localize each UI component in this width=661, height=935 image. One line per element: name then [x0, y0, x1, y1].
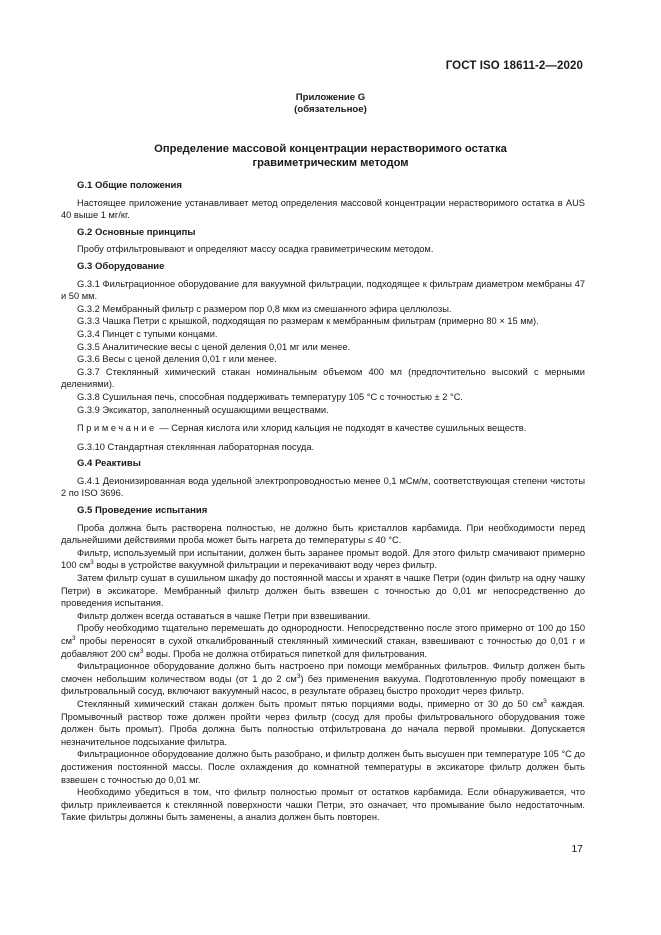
paragraph: Проба должна быть растворена полностью, не должно быть кристаллов карбамида. При необходимости перед дальнейшими действиями проба может быть нагрета до температуры ≤ 40 °С. [61, 522, 585, 546]
section-heading-g1: G.1 Общие положения [77, 180, 182, 191]
paragraph: Фильтр, используемый при испытании, должен быть заранее промыт водой. Для этого фильтр смачивают примерно 100 $см^3$ воды в устройстве вакуумной фильтрации и перекачивают воду через фильтр. [61, 547, 585, 571]
paragraph: Настоящее приложение устанавливает метод определения массовой концентрации нерастворимого остатка в AUS 40 выше 1 мг/кг. [61, 197, 585, 221]
equipment-item: G.3.10 Стандартная стеклянная лабораторная посуда. [77, 441, 315, 452]
annex-title-line1: Определение массовой концентрации нерастворимого остатка [154, 143, 507, 155]
section-heading-g4: G.4 Реактивы [77, 458, 141, 470]
standard-number: ГОСТ ISO 18611-2—2020 [445, 60, 583, 72]
annex-label: Приложение G [295, 92, 366, 103]
annex-status: (обязательное) [294, 104, 367, 115]
paragraph: Фильтрационное оборудование должно быть разобрано, и фильтр должен быть высушен при температуре 105 °С до достижения постоянной массы. После охлаждения до комнатной температуры в эксикаторе фильтр должен быть взвешен с точностью до 0,01 мг. [61, 749, 585, 785]
equipment-item: G.3.4 Пинцет с тупыми концами. [77, 328, 218, 339]
paragraph: G.4.1 Деионизированная вода удельной электропроводностью менее 0,1 мСм/м, соответствующая степени чистоты 2 по ISO 3696. [61, 475, 585, 499]
annex-title-line2: гравиметрическим методом [252, 157, 409, 169]
paragraph: Затем фильтр сушат в сушильном шкафу до постоянной массы и хранят в чашке Петри (один фильтр на одну чашку Петри) в эксикаторе. Мембранный фильтр должен быть взвешен с точностью до 0,01 мг непосредственно до проведения испытания. [61, 573, 585, 609]
paragraph: Необходимо убедиться в том, что фильтр полностью промыт от остатков карбамида. Если обнаруживается, что фильтр приклеивается к стеклянной поверхности чашки Петри, это означает, что промывание было недостаточным. Такие фильтры должны быть заменены, а анализ должен быть повторен. [61, 787, 585, 823]
equipment-item: G.3.9 Эксикатор, заполненный осушающими веществами. [77, 404, 329, 415]
section-heading-g3: G.3 Оборудование [77, 260, 165, 272]
page-number: 17 [571, 843, 583, 855]
equipment-item: G.3.8 Сушильная печь, способная поддерживать температуру 105 °С с точностью ± 2 °С. [77, 391, 464, 402]
note-dash: — [156, 423, 172, 434]
note-label: Примечание [77, 423, 157, 434]
paragraph: Пробу отфильтровывают и определяют массу осадка гравиметрическим методом. [77, 244, 434, 255]
note-text: Серная кислота или хлорид кальция не подходят в качестве сушильных веществ. [171, 423, 527, 434]
equipment-item: G.3.1 Фильтрационное оборудование для вакуумной фильтрации, подходящее к фильтрам диаметром мембраны 47 и 50 мм. [61, 278, 585, 302]
section-heading-g5: G.5 Проведение испытания [77, 505, 208, 517]
paragraph: Пробу необходимо тщательно перемешать до однородности. Непосредственно после этого примерно от 100 до 150 $см^3$ пробы переносят в сухой откалиброванный стеклянный химический стакан, взвешивают с точностью до 0,01 г и добавляют 200 $см^3$ воды. Проба не должна отбираться пипеткой для фильтрования. [61, 623, 585, 659]
paragraph: Фильтрационное оборудование должно быть настроено при помощи мембранных фильтров. Фильтр должен быть смочен небольшим количеством воды (от 1 до 2 $см^3$) без применения вакуума. Подготовленную пробу помещают в фильтровальный сосуд, включают вакуумный насос, в результате образец быстро проходит через фильтр. [61, 661, 585, 697]
equipment-item: G.3.5 Аналитические весы с ценой деления 0,01 мг или менее. [77, 341, 351, 352]
equipment-item: G.3.7 Стеклянный химический стакан номинальным объемом 400 мл (предпочтительно высокий с мерными делениями). [61, 366, 585, 390]
equipment-item: G.3.6 Весы с ценой деления 0,01 г или менее. [77, 354, 277, 365]
paragraph: Стеклянный химический стакан должен быть промыт пятью порциями воды, примерно от 30 до 50 $см^3$ каждая. Промывочный раствор тоже должен пройти через фильтр (сосуд для пробы фильтровального оборудования тоже должен быть промыт). Проба должна быть полностью отфильтрована до начала первой промывки. Допускается незначительное подсыхание фильтра. [61, 697, 585, 747]
note [61, 422, 585, 435]
section-heading-g2: G.2 Основные принципы [77, 226, 196, 238]
paragraph: Фильтр должен всегда оставаться в чашке Петри при взвешивании. [77, 610, 371, 621]
document-body [61, 180, 585, 824]
equipment-item: G.3.3 Чашка Петри с крышкой, подходящая по размерам к мембранным фильтрам (примерно 80 × 15 мм). [77, 316, 539, 327]
equipment-item: G.3.2 Мембранный фильтр с размером пор 0,8 мкм из смешанного эфира целлюлозы. [77, 303, 452, 314]
